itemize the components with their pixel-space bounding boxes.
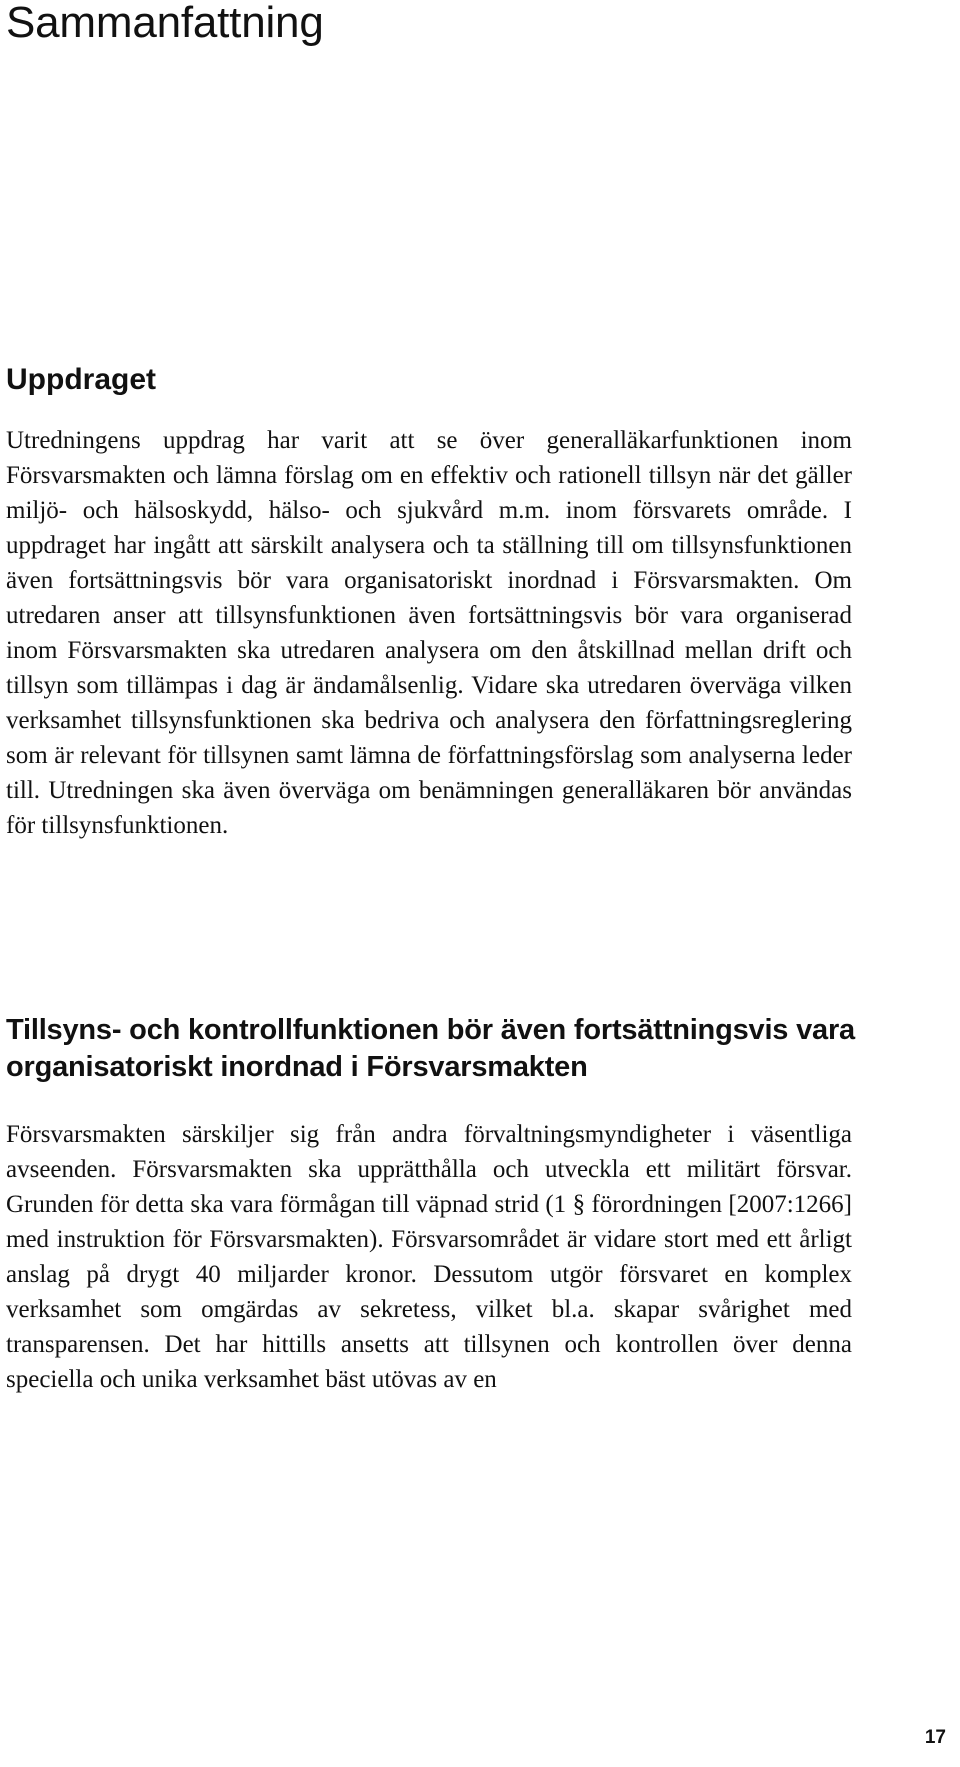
section-heading-tillsyn: Tillsyns- och kontrollfunktionen bör även fortsättningsvis vara organisatoriskt inordnad i Försvarsmakten (6, 1014, 855, 1083)
page-title: Sammanfattning (6, 0, 324, 47)
section-paragraph-tillsyn: Försvarsmakten särskiljer sig från andra förvaltningsmyndigheter i väsentliga avseenden. Försvarsmakten ska upprätthålla och utveckla ett militärt försvar. Grunden för detta ska vara förmågan till väpnad strid (1 § förordningen [2007:1266] med instruktion för Försvarsmakten). Försvarsområdet är vidare stort med ett årligt anslag på drygt 40 miljarder kronor. Dessutom utgör försvaret en komplex verksamhet som omgärdas av sekretess, vilket bl.a. skapar svårighet med transparensen. Det har hittills ansetts att tillsynen och kontrollen över denna speciella och unika verksamhet bäst utövas av en (6, 1121, 852, 1393)
page-number: 17 (924, 1727, 946, 1748)
section-heading-uppdraget: Uppdraget (6, 363, 156, 396)
section-paragraph-uppdraget: Utredningens uppdrag har varit att se över generalläkarfunktionen inom Försvarsmakten och lämna förslag om en effektiv och rationell tillsyn när det gäller miljö- och hälsoskydd, hälso- och sjukvård m.m. inom försvarets område. I uppdraget har ingått att särskilt analysera och ta ställning till om tillsynsfunktionen även fortsättningsvis bör vara organisatoriskt inordnad i Försvarsmakten. Om utredaren anser att tillsynsfunktionen även fortsättningsvis bör vara organiserad inom Försvarsmakten ska utredaren analysera om den åtskillnad mellan drift och tillsyn som tillämpas i dag är ändamålsenlig. Vidare ska utredaren överväga vilken verksamhet tillsynsfunktionen ska bedriva och analysera den författningsreglering som är relevant för tillsynen samt lämna de författningsförslag som analyserna leder till. Utredningen ska även överväga om benämningen generalläkaren bör användas för tillsynsfunktionen. (6, 427, 852, 839)
